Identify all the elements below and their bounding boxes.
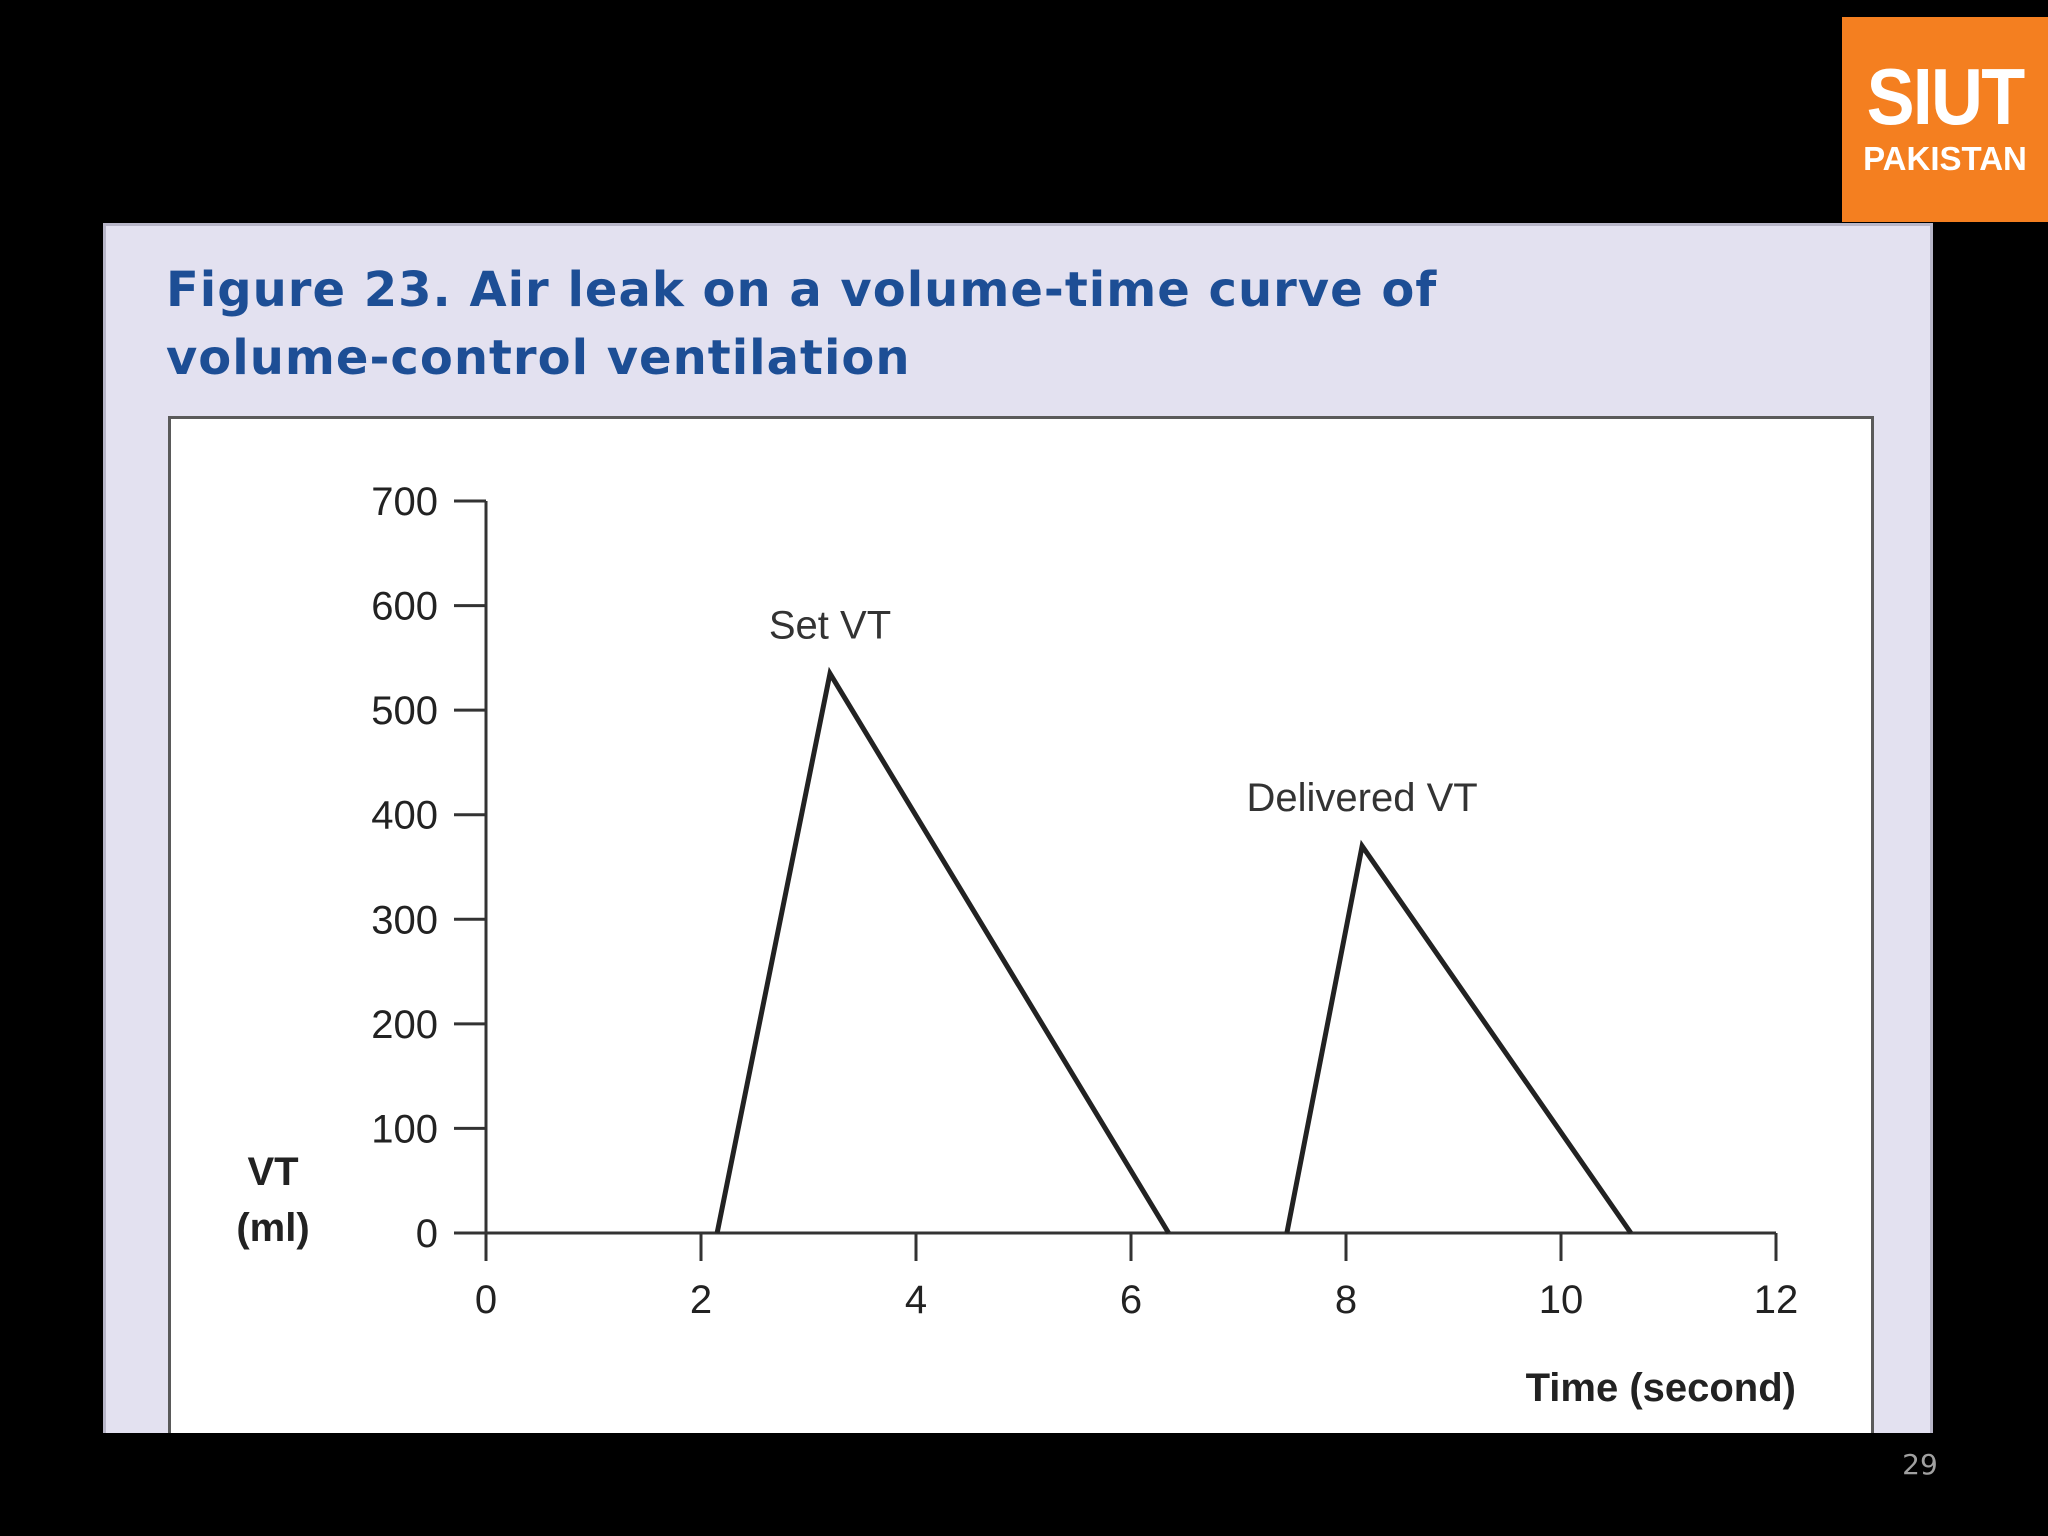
x-tick-label: 6: [1119, 1278, 1143, 1322]
y-tick-label: 500: [371, 689, 438, 734]
page-number: 29: [1902, 1448, 1938, 1481]
logo-text-sub: PAKISTAN: [1863, 140, 2027, 177]
series-line-2: [1287, 846, 1631, 1233]
y-tick-label: 100: [371, 1107, 438, 1152]
x-tick-label: 0: [474, 1278, 498, 1322]
x-tick-label: 4: [904, 1278, 928, 1322]
annotation-1: Set VT: [768, 603, 892, 648]
x-tick-label: 8: [1334, 1278, 1358, 1322]
siut-logo: [1842, 17, 2048, 222]
y-tick-label: 600: [371, 584, 438, 629]
series-lines: [717, 674, 1631, 1233]
x-tick-label: 10: [1538, 1278, 1584, 1322]
y-tick-label: 700: [371, 480, 438, 524]
annotation-2: Delivered VT: [1246, 776, 1478, 821]
logo-text-main: SIUT: [1866, 52, 2024, 141]
y-tick-label: 0: [415, 1212, 438, 1256]
x-tick-label: 2: [689, 1278, 713, 1322]
volume-time-chart: [103, 223, 1933, 1433]
y-tick-label: 400: [371, 793, 438, 838]
x-axis-title: Time (second): [1525, 1366, 1796, 1410]
series-line-1: [717, 674, 1169, 1233]
chart-labels: [236, 480, 1798, 1410]
y-tick-label: 300: [371, 898, 438, 943]
figure-title: Figure 23. Air leak on a volume-time curve of volume-control ventilation: [166, 262, 1438, 386]
x-tick-label: 12: [1753, 1278, 1799, 1322]
y-axis-title-line1: VT: [247, 1150, 299, 1194]
y-tick-label: 200: [371, 1002, 438, 1047]
y-axis-title-line2: (ml): [236, 1206, 310, 1250]
